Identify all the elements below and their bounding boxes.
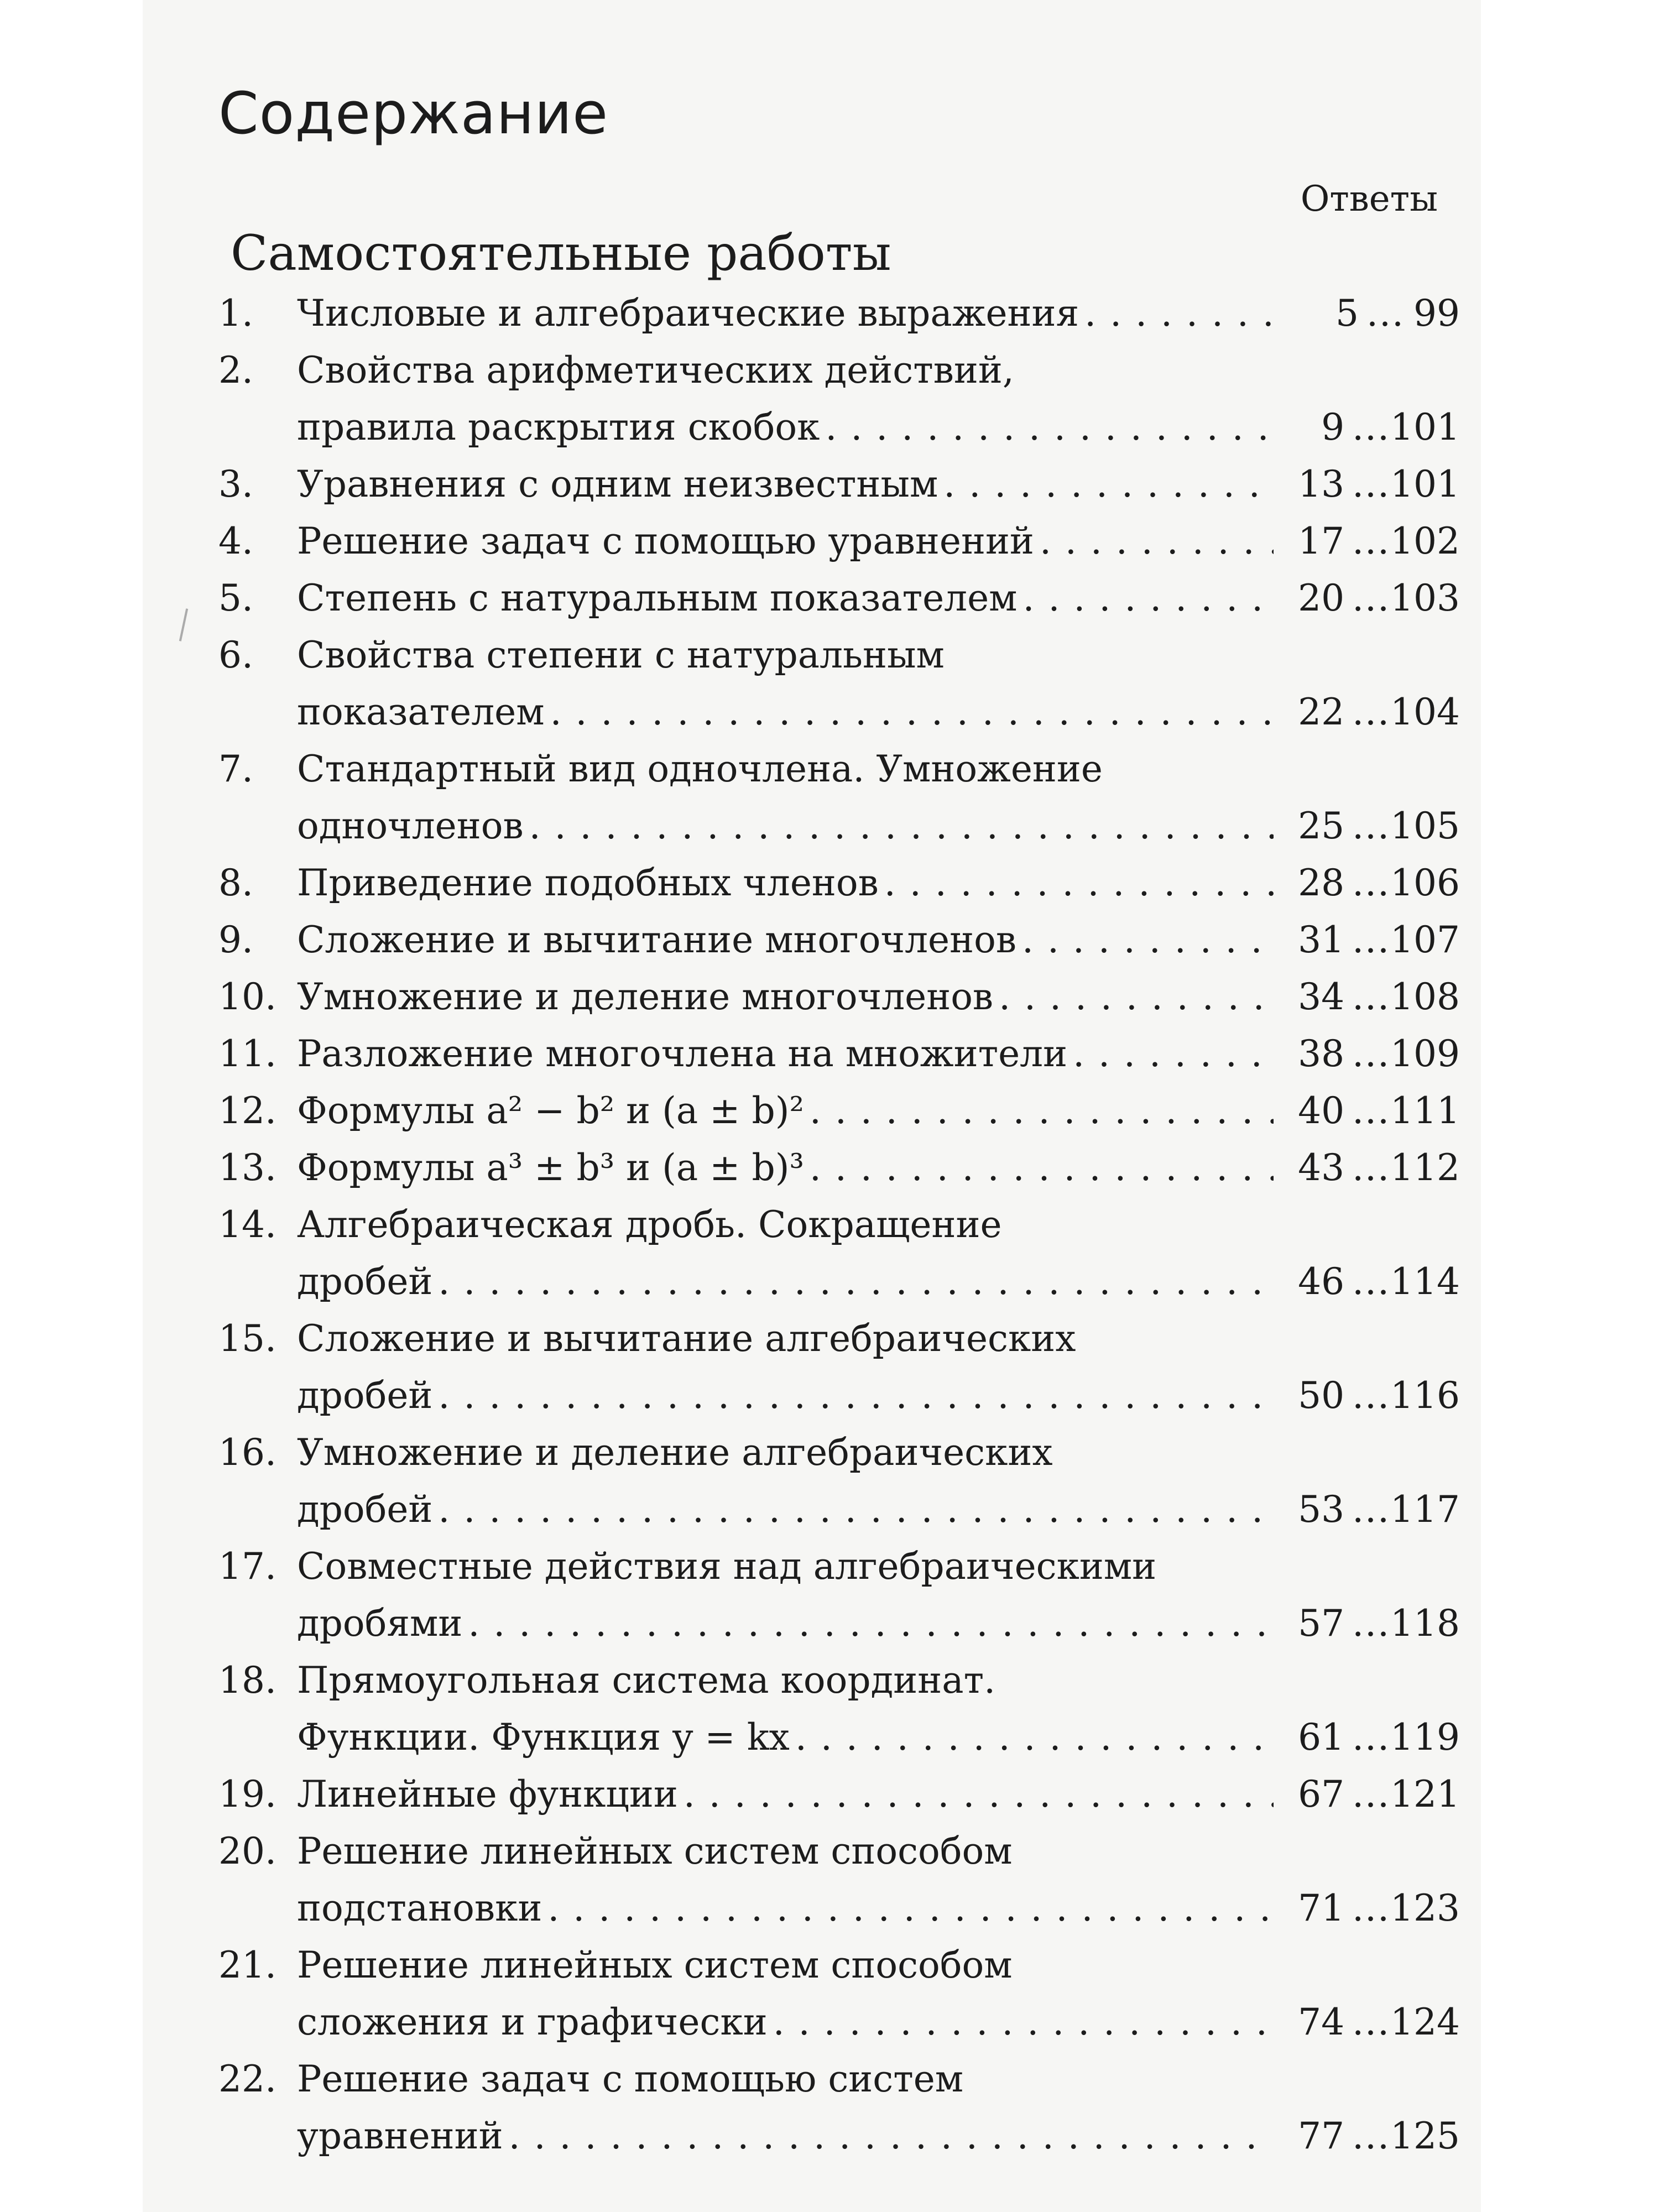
entry-page: 53 bbox=[1298, 1488, 1345, 1531]
entry-title: Совместные действия над алгебраическими bbox=[297, 1545, 1157, 1588]
dot-leader bbox=[468, 1595, 1274, 1652]
answer-leader: ... bbox=[1352, 1716, 1391, 1759]
entry-answer-page: 107 bbox=[1390, 919, 1460, 961]
toc-entry bbox=[218, 2051, 1460, 2164]
toc-entry bbox=[218, 1652, 1460, 1766]
answer-leader: ... bbox=[1352, 919, 1391, 961]
entry-answer-page: 104 bbox=[1390, 691, 1460, 733]
entry-answer-page: 116 bbox=[1390, 1374, 1460, 1417]
toc-entry-line bbox=[218, 1253, 1460, 1310]
toc-entry bbox=[218, 1139, 1460, 1196]
toc-entry-line bbox=[218, 1139, 1460, 1196]
entry-answer-page: 101 bbox=[1390, 406, 1460, 448]
answer-leader: ... bbox=[1352, 862, 1391, 904]
entry-page: 40 bbox=[1298, 1089, 1345, 1132]
answer-leader: ... bbox=[1352, 1032, 1391, 1075]
entry-title: Решение задач с помощью систем bbox=[297, 2058, 964, 2100]
dot-leader bbox=[825, 399, 1274, 456]
entry-page: 22 bbox=[1298, 691, 1345, 733]
entry-answer-page: 112 bbox=[1390, 1146, 1460, 1189]
entry-title: Степень с натуральным показателем bbox=[297, 577, 1018, 619]
answer-leader: ... bbox=[1352, 406, 1391, 448]
answer-leader: ... bbox=[1352, 691, 1391, 733]
toc-entry-line bbox=[218, 1937, 1460, 1994]
toc-entry-line bbox=[218, 1481, 1460, 1538]
entry-title: Уравнения с одним неизвестным bbox=[297, 463, 938, 505]
entry-page: 31 bbox=[1298, 919, 1345, 961]
toc-entry bbox=[218, 740, 1460, 854]
entry-title: показателем bbox=[297, 691, 545, 733]
entry-page: 57 bbox=[1298, 1602, 1345, 1645]
entry-title: дробей bbox=[297, 1260, 433, 1303]
dot-leader bbox=[529, 797, 1274, 854]
entry-title: Разложение многочлена на множители bbox=[297, 1032, 1068, 1075]
entry-number: 1. bbox=[218, 292, 253, 335]
toc-entry-line bbox=[218, 1652, 1460, 1709]
entry-title: Сложение и вычитание алгебраических bbox=[297, 1317, 1076, 1360]
toc-entry-line bbox=[218, 1709, 1460, 1766]
toc-entry-line bbox=[218, 740, 1460, 797]
dot-leader bbox=[999, 968, 1274, 1025]
entry-answer-page: 114 bbox=[1390, 1260, 1460, 1303]
entry-answer-page: 102 bbox=[1390, 520, 1460, 562]
answer-leader: ... bbox=[1352, 1773, 1391, 1815]
toc-entry bbox=[218, 968, 1460, 1025]
toc-entry bbox=[218, 1766, 1460, 1823]
answer-leader: ... bbox=[1352, 1602, 1391, 1645]
entry-page: 25 bbox=[1298, 805, 1345, 847]
answer-leader: ... bbox=[1352, 1146, 1391, 1189]
entry-number: 8. bbox=[218, 862, 253, 904]
toc-entry-line bbox=[218, 2051, 1460, 2107]
dot-leader bbox=[438, 1481, 1274, 1538]
entry-page: 71 bbox=[1298, 1887, 1345, 1929]
entry-title: Формулы a² − b² и (a ± b)² bbox=[297, 1089, 804, 1132]
entry-page: 38 bbox=[1298, 1032, 1345, 1075]
toc-entry bbox=[218, 627, 1460, 740]
entry-number: 11. bbox=[218, 1032, 276, 1075]
entry-title: Решение линейных систем способом bbox=[297, 1830, 1013, 1872]
dot-leader bbox=[1040, 513, 1274, 570]
toc-entry-line bbox=[218, 684, 1460, 740]
entry-title: Формулы a³ ± b³ и (a ± b)³ bbox=[297, 1146, 804, 1189]
entry-number: 9. bbox=[218, 919, 253, 961]
entry-title: подстановки bbox=[297, 1887, 542, 1929]
entry-answer-page: 105 bbox=[1390, 805, 1460, 847]
entry-page: 9 bbox=[1321, 406, 1345, 448]
toc-entry-line bbox=[218, 968, 1460, 1025]
toc-entry-line bbox=[218, 399, 1460, 456]
entry-number: 12. bbox=[218, 1089, 276, 1132]
toc-entry bbox=[218, 1937, 1460, 2051]
entry-number: 10. bbox=[218, 975, 276, 1018]
toc-entry-line bbox=[218, 911, 1460, 968]
toc-entry bbox=[218, 1823, 1460, 1937]
entry-number: 13. bbox=[218, 1146, 276, 1189]
toc-entry bbox=[218, 285, 1460, 342]
entry-answer-page: 124 bbox=[1390, 2001, 1460, 2043]
dot-leader bbox=[1084, 285, 1288, 342]
entry-title: Свойства арифметических действий, bbox=[297, 349, 1014, 392]
toc-entry-line bbox=[218, 456, 1460, 513]
entry-page: 13 bbox=[1298, 463, 1345, 505]
toc-entry-line bbox=[218, 513, 1460, 570]
entry-page: 17 bbox=[1298, 520, 1345, 562]
entry-title: Функции. Функция y = kx bbox=[297, 1716, 790, 1759]
toc-entry bbox=[218, 1424, 1460, 1538]
entry-answer-page: 118 bbox=[1390, 1602, 1460, 1645]
entry-page: 34 bbox=[1298, 975, 1345, 1018]
toc-entry-line bbox=[218, 1823, 1460, 1880]
dot-leader bbox=[1073, 1025, 1274, 1082]
entry-title: Умножение и деление алгебраических bbox=[297, 1431, 1053, 1474]
dot-leader bbox=[884, 854, 1274, 911]
answer-leader: ... bbox=[1352, 2115, 1391, 2157]
toc-entry-line bbox=[218, 285, 1460, 342]
toc-entry-line bbox=[218, 1082, 1460, 1139]
entry-number: 22. bbox=[218, 2058, 276, 2100]
entry-title: правила раскрытия скобок bbox=[297, 406, 820, 448]
toc-entry-line bbox=[218, 1538, 1460, 1595]
entry-answer-page: 106 bbox=[1390, 862, 1460, 904]
entry-title: сложения и графически bbox=[297, 2001, 768, 2043]
answer-leader: ... bbox=[1352, 1089, 1391, 1132]
toc-entry bbox=[218, 513, 1460, 570]
page-title: Содержание bbox=[218, 80, 609, 147]
answer-leader: ... bbox=[1352, 577, 1391, 619]
entry-title: дробями bbox=[297, 1602, 463, 1645]
entry-answer-page: 119 bbox=[1390, 1716, 1460, 1759]
dot-leader bbox=[550, 684, 1274, 740]
entry-title: одночленов bbox=[297, 805, 524, 847]
toc-entry-line bbox=[218, 1367, 1460, 1424]
entry-title: Линейные функции bbox=[297, 1773, 678, 1815]
toc-entry-line bbox=[218, 1310, 1460, 1367]
entry-title: Свойства степени с натуральным bbox=[297, 634, 945, 676]
toc-entry bbox=[218, 456, 1460, 513]
dot-leader bbox=[547, 1880, 1274, 1937]
toc-list bbox=[218, 285, 1460, 2164]
entry-title: Приведение подобных членов bbox=[297, 862, 879, 904]
entry-page: 67 bbox=[1298, 1773, 1345, 1815]
entry-answer-page: 123 bbox=[1390, 1887, 1460, 1929]
entry-page: 43 bbox=[1298, 1146, 1345, 1189]
entry-number: 3. bbox=[218, 463, 253, 505]
entry-number: 15. bbox=[218, 1317, 276, 1360]
answer-leader: ... bbox=[1352, 975, 1391, 1018]
entry-page: 20 bbox=[1298, 577, 1345, 619]
entry-number: 4. bbox=[218, 520, 253, 562]
toc-entry-line bbox=[218, 2107, 1460, 2164]
entry-answer-page: 121 bbox=[1390, 1773, 1460, 1815]
answer-leader: ... bbox=[1366, 292, 1405, 335]
toc-entry-line bbox=[218, 627, 1460, 684]
section-title: Самостоятельные работы bbox=[231, 225, 891, 281]
entry-title: Сложение и вычитание многочленов bbox=[297, 919, 1016, 961]
toc-entry bbox=[218, 1082, 1460, 1139]
entry-title: Стандартный вид одночлена. Умножение bbox=[297, 748, 1103, 790]
answer-leader: ... bbox=[1352, 1374, 1391, 1417]
entry-number: 18. bbox=[218, 1659, 276, 1702]
entry-number: 21. bbox=[218, 1944, 276, 1986]
dot-leader bbox=[509, 2107, 1274, 2164]
toc-entry-line bbox=[218, 1196, 1460, 1253]
dot-leader bbox=[438, 1367, 1274, 1424]
dot-leader bbox=[1022, 911, 1274, 968]
toc-entry-line bbox=[218, 1766, 1460, 1823]
entry-answer-page: 101 bbox=[1390, 463, 1460, 505]
entry-page: 28 bbox=[1298, 862, 1345, 904]
toc-entry bbox=[218, 1025, 1460, 1082]
answer-leader: ... bbox=[1352, 2001, 1391, 2043]
answer-leader: ... bbox=[1352, 1488, 1391, 1531]
entry-page: 77 bbox=[1298, 2115, 1345, 2157]
entry-number: 19. bbox=[218, 1773, 276, 1815]
entry-title: Алгебраическая дробь. Сокращение bbox=[297, 1203, 1002, 1246]
entry-title: дробей bbox=[297, 1488, 433, 1531]
entry-number: 2. bbox=[218, 349, 253, 392]
toc-entry bbox=[218, 570, 1460, 627]
entry-page: 5 bbox=[1335, 292, 1359, 335]
dot-leader bbox=[943, 456, 1274, 513]
toc-entry bbox=[218, 1196, 1460, 1310]
entry-answer-page: 109 bbox=[1390, 1032, 1460, 1075]
entry-page: 50 bbox=[1298, 1374, 1345, 1417]
toc-entry-line bbox=[218, 854, 1460, 911]
toc-entry-line bbox=[218, 1595, 1460, 1652]
toc-entry-line bbox=[218, 1424, 1460, 1481]
toc-entry-line bbox=[218, 342, 1460, 399]
entry-number: 16. bbox=[218, 1431, 276, 1474]
entry-title: Решение задач с помощью уравнений bbox=[297, 520, 1034, 562]
table-of-contents bbox=[218, 72, 1460, 2164]
entry-number: 17. bbox=[218, 1545, 276, 1588]
entry-page: 61 bbox=[1298, 1716, 1345, 1759]
entry-number: 6. bbox=[218, 634, 253, 676]
toc-entry-line bbox=[218, 797, 1460, 854]
toc-entry-line bbox=[218, 1880, 1460, 1937]
dot-leader bbox=[795, 1709, 1274, 1766]
answer-leader: ... bbox=[1352, 805, 1391, 847]
answer-leader: ... bbox=[1352, 520, 1391, 562]
dot-leader bbox=[773, 1994, 1274, 2051]
entry-title: Умножение и деление многочленов bbox=[297, 975, 994, 1018]
entry-number: 14. bbox=[218, 1203, 276, 1246]
toc-entry bbox=[218, 1310, 1460, 1424]
dot-leader bbox=[1023, 570, 1274, 627]
entry-title: Числовые и алгебраические выражения bbox=[297, 292, 1079, 335]
entry-answer-page: 108 bbox=[1390, 975, 1460, 1018]
entry-title: Решение линейных систем способом bbox=[297, 1944, 1013, 1986]
answers-column-header: Ответы bbox=[1300, 179, 1438, 220]
toc-entry bbox=[218, 854, 1460, 911]
entry-answer-page: 103 bbox=[1390, 577, 1460, 619]
entry-title: уравнений bbox=[297, 2115, 503, 2157]
toc-entry-line bbox=[218, 570, 1460, 627]
toc-entry bbox=[218, 1538, 1460, 1652]
answer-leader: ... bbox=[1352, 1260, 1391, 1303]
entry-number: 20. bbox=[218, 1830, 276, 1872]
entry-title: дробей bbox=[297, 1374, 433, 1417]
toc-entry bbox=[218, 342, 1460, 456]
entry-page: 46 bbox=[1298, 1260, 1345, 1303]
entry-answer-page: 117 bbox=[1390, 1488, 1460, 1531]
entry-answer-page: 125 bbox=[1390, 2115, 1460, 2157]
entry-number: 7. bbox=[218, 748, 253, 790]
dot-leader bbox=[438, 1253, 1274, 1310]
answer-leader: ... bbox=[1352, 463, 1391, 505]
toc-entry-line bbox=[218, 1025, 1460, 1082]
toc-entry-line bbox=[218, 1994, 1460, 2051]
entry-answer-page: 99 bbox=[1413, 292, 1460, 335]
entry-number: 5. bbox=[218, 577, 253, 619]
dot-leader bbox=[810, 1082, 1274, 1139]
toc-entry bbox=[218, 911, 1460, 968]
dot-leader bbox=[684, 1766, 1274, 1823]
entry-page: 74 bbox=[1298, 2001, 1345, 2043]
answer-leader: ... bbox=[1352, 1887, 1391, 1929]
dot-leader bbox=[810, 1139, 1274, 1196]
entry-answer-page: 111 bbox=[1390, 1089, 1460, 1132]
entry-title: Прямоугольная система координат. bbox=[297, 1659, 996, 1702]
